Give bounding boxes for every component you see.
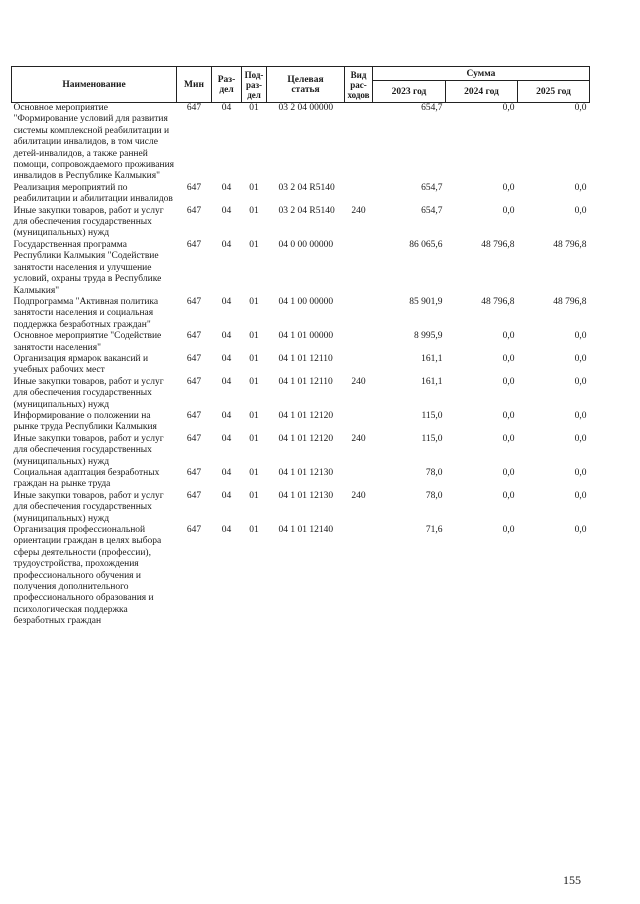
row-name: Организация ярмарок вакансий и учебных рабочих мест: [13, 353, 149, 376]
row-razdel: 04: [221, 433, 232, 444]
row-min: 647: [186, 182, 202, 193]
header-2023: 2023 год: [373, 81, 446, 103]
row-2023: 78,0: [425, 490, 443, 501]
row-2025: 0,0: [574, 468, 587, 478]
row-vid: [345, 468, 373, 491]
row-2025: 0,0: [574, 525, 587, 536]
row-name: Иные закупки товаров, работ и услуг для обеспечения государственных (муниципальных) нужд: [13, 433, 164, 467]
row-podrazdel: 01: [249, 410, 259, 421]
row-min: 647: [186, 205, 202, 216]
row-name: Основное мероприятие "Содействие занятости населения": [13, 331, 162, 353]
table-row: [12, 103, 590, 183]
row-2025: 0,0: [574, 205, 587, 216]
row-podrazdel: 01: [249, 103, 259, 113]
row-vid: [345, 297, 373, 331]
row-2023: 71,6: [425, 525, 443, 536]
row-razdel: 04: [221, 182, 232, 193]
row-min: 647: [186, 296, 202, 307]
row-2023: 161,1: [421, 376, 443, 387]
row-min: 647: [186, 331, 202, 342]
row-vid: 240: [351, 205, 366, 216]
row-2024: 0,0: [502, 433, 515, 444]
row-2025: 0,0: [574, 331, 587, 342]
row-2024: 0,0: [502, 353, 515, 364]
row-target: 04 1 01 12130: [278, 468, 334, 478]
row-podrazdel: 01: [249, 331, 259, 342]
row-vid: [345, 525, 373, 628]
row-2025: 0,0: [574, 353, 587, 364]
row-name: Иные закупки товаров, работ и услуг для обеспечения государственных (муниципальных) нужд: [13, 490, 164, 524]
row-podrazdel: 01: [249, 433, 259, 444]
row-razdel: 04: [221, 376, 232, 387]
budget-table: [11, 66, 590, 628]
row-2024: 0,0: [502, 525, 515, 536]
row-name: Реализация мероприятий по реабилитации и абилитации инвалидов: [13, 182, 173, 205]
row-razdel: 04: [221, 296, 232, 307]
row-target: 04 1 01 12120: [278, 410, 334, 421]
page-number: 155: [563, 873, 581, 887]
table-body: [12, 103, 590, 628]
row-vid: [345, 411, 373, 434]
header-razdel: Раз- дел: [212, 67, 242, 103]
header-vid: Вид рас- ходов: [345, 67, 373, 103]
row-razdel: 04: [221, 331, 232, 342]
row-2023: 161,1: [421, 353, 443, 364]
header-2024: 2024 год: [446, 81, 518, 103]
row-2023: 85 901,9: [409, 296, 443, 307]
row-vid: [345, 331, 373, 354]
row-razdel: 04: [221, 239, 232, 250]
row-2024: 0,0: [502, 376, 515, 387]
table-row: [12, 183, 590, 206]
table-row: [12, 468, 590, 491]
row-min: 647: [186, 103, 202, 113]
row-2023: 115,0: [421, 433, 443, 444]
row-2024: 48 796,8: [481, 239, 515, 250]
row-name: Иные закупки товаров, работ и услуг для обеспечения государственных (муниципальных) нужд: [13, 376, 164, 410]
row-2024: 0,0: [502, 331, 515, 342]
row-target: 04 1 00 00000: [278, 296, 334, 307]
row-razdel: 04: [221, 490, 232, 501]
row-vid: [345, 240, 373, 297]
row-min: 647: [186, 353, 202, 364]
row-2024: 0,0: [502, 205, 515, 216]
row-min: 647: [186, 376, 202, 387]
table-row: [12, 434, 590, 468]
row-target: 04 1 01 12120: [278, 433, 334, 444]
table-row: [12, 297, 590, 331]
table-row: [12, 240, 590, 297]
row-target: 04 1 01 12140: [278, 525, 334, 536]
header-podrazdel: Под- раз- дел: [242, 67, 267, 103]
row-2025: 0,0: [574, 376, 587, 387]
row-razdel: 04: [221, 205, 232, 216]
row-target: 04 1 01 12130: [278, 490, 334, 501]
row-podrazdel: 01: [249, 490, 259, 501]
header-target: Целевая статья: [267, 67, 345, 103]
row-2024: 0,0: [502, 468, 515, 478]
header-name: Наименование: [12, 67, 177, 103]
row-2023: 654,7: [421, 182, 443, 193]
row-target: 04 1 01 12110: [278, 376, 333, 387]
row-2023: 654,7: [421, 103, 443, 113]
row-vid: 240: [351, 376, 366, 387]
row-2023: 78,0: [425, 468, 443, 478]
table-row: [12, 331, 590, 354]
row-vid: 240: [351, 433, 366, 444]
row-target: 03 2 04 R5140: [278, 205, 335, 216]
row-razdel: 04: [221, 468, 232, 478]
header-min: Мин: [177, 67, 212, 103]
row-2024: 48 796,8: [481, 296, 515, 307]
row-name: Организация профессиональной ориентации граждан в целях выбора сферы деятельности (профессии), трудоустройства, прохождения профессионального обучения и получения дополнительного профессионального образования и психологическая поддержка безработных граждан: [13, 525, 162, 627]
row-vid: 240: [351, 490, 366, 501]
row-2023: 654,7: [421, 205, 443, 216]
row-razdel: 04: [221, 525, 232, 536]
row-razdel: 04: [221, 410, 232, 421]
row-2025: 0,0: [574, 103, 587, 113]
row-2023: 86 065,6: [409, 239, 443, 250]
row-podrazdel: 01: [249, 376, 259, 387]
row-2023: 115,0: [421, 410, 443, 421]
row-podrazdel: 01: [249, 182, 259, 193]
row-podrazdel: 01: [249, 353, 259, 364]
row-name: Информирование о положении на рынке труда Республики Калмыкия: [13, 410, 157, 433]
table-row: [12, 491, 590, 525]
row-podrazdel: 01: [249, 239, 259, 250]
row-podrazdel: 01: [249, 205, 259, 216]
row-2023: 8 995,9: [414, 331, 443, 342]
row-min: 647: [186, 239, 202, 250]
row-target: 04 1 01 12110: [278, 353, 333, 364]
table-row: [12, 377, 590, 411]
row-name: Социальная адаптация безработных граждан на рынке труда: [13, 468, 160, 490]
row-target: 04 0 00 00000: [278, 239, 334, 250]
table-row: [12, 354, 590, 377]
row-name: Государственная программа Республики Калмыкия "Содействие занятости населения и улучшение условий, охраны труда в Республике Калмыкия": [13, 239, 162, 296]
row-2025: 48 796,8: [553, 239, 587, 250]
row-2024: 0,0: [502, 182, 515, 193]
row-podrazdel: 01: [249, 296, 259, 307]
header-2025: 2025 год: [518, 81, 590, 103]
row-min: 647: [186, 525, 202, 536]
row-podrazdel: 01: [249, 468, 259, 478]
row-vid: [345, 354, 373, 377]
row-2025: 0,0: [574, 490, 587, 501]
row-razdel: 04: [221, 353, 232, 364]
row-2024: 0,0: [502, 410, 515, 421]
row-2025: 0,0: [574, 410, 587, 421]
row-name: Основное мероприятие "Формирование условий для развития системы комплексной реабилитации и абилитации инвалидов, в том числе детей-инвалидов, а также ранней помощи, сопровождаемого проживания инвалидов в Республике Калмыкия": [13, 103, 175, 182]
row-vid: [345, 183, 373, 206]
table-row: [12, 206, 590, 240]
header-sum: Сумма: [373, 67, 590, 81]
row-name: Иные закупки товаров, работ и услуг для обеспечения государственных (муниципальных) нужд: [13, 205, 164, 239]
row-razdel: 04: [221, 103, 232, 113]
row-2024: 0,0: [502, 103, 515, 113]
row-2025: 0,0: [574, 433, 587, 444]
row-2025: 0,0: [574, 182, 587, 193]
row-min: 647: [186, 490, 202, 501]
row-min: 647: [186, 410, 202, 421]
row-target: 03 2 04 00000: [278, 103, 334, 113]
row-podrazdel: 01: [249, 525, 259, 536]
row-min: 647: [186, 433, 202, 444]
row-min: 647: [186, 468, 202, 478]
row-vid: [345, 103, 373, 183]
row-target: 04 1 01 00000: [278, 331, 334, 342]
table-row: [12, 411, 590, 434]
row-name: Подпрограмма "Активная политика занятости населения и социальная поддержка безработных граждан": [13, 296, 159, 330]
row-2024: 0,0: [502, 490, 515, 501]
table-row: [12, 525, 590, 628]
row-2025: 48 796,8: [553, 296, 587, 307]
row-target: 03 2 04 R5140: [278, 182, 335, 193]
